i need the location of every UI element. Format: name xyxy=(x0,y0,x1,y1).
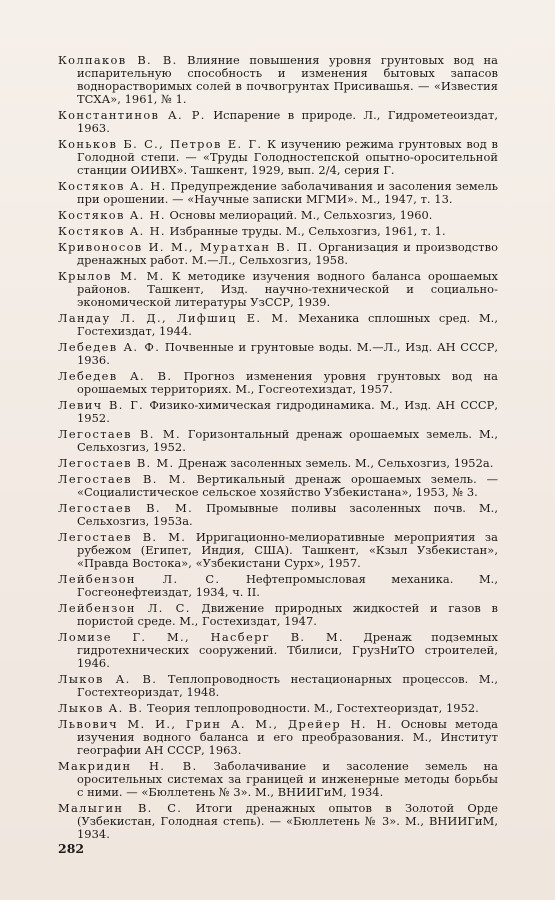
reference-author: Костяков А. Н. xyxy=(58,224,166,238)
reference-author: Малыгин В. С. xyxy=(58,801,183,815)
reference-text: Теплопроводность нестационарных процессов. М., Гостехтеориздат, 1948. xyxy=(77,672,498,699)
reference-author: Львович М. И., Грин А. М., Дрейер Н. Н. xyxy=(58,717,393,731)
reference-text: Физико-химическая гидродинамика. М., Изд. АН СССР, 1952. xyxy=(77,398,499,425)
reference-text: Организация и производство дренажных работ. М.—Л., Сельхозгиз, 1958. xyxy=(77,240,499,267)
reference-text: Влияние повышения уровня грунтовых вод на испарительную способность и изменения бытовых запасов воднорастворимых солей в почвогрунтах Присивашья. — «Известия ТСХА», 1961, № 1. xyxy=(77,53,499,106)
reference-entry xyxy=(58,54,498,106)
reference-text: К изучению режима грунтовых вод в Голодной степи. — «Труды Голодностепской опытно-оросительной станции ОИИВХ». Ташкент, 1929, вып. 2/4, серия Г. xyxy=(77,137,499,177)
reference-author: Коньков Б. С., Петров Е. Г. xyxy=(58,137,263,151)
reference-author: Лейбензон Л. С. xyxy=(58,601,191,615)
reference-author: Лыков А. В. xyxy=(58,701,144,715)
reference-entry xyxy=(58,225,498,238)
reference-text: Основы метода изучения водного баланса и его преобразования. М., Институт географии АН СССР, 1963. xyxy=(77,717,498,757)
reference-text: Теория теплопроводности. М., Гостехтеориздат, 1952. xyxy=(146,701,479,715)
reference-author: Ландау Л. Д., Лифшиц Е. М. xyxy=(58,311,290,325)
reference-entry xyxy=(58,702,498,715)
reference-entry xyxy=(58,457,498,470)
reference-text: Дренаж подземных гидротехнических сооружений. Тбилиси, ГрузНиТО строителей, 1946. xyxy=(77,630,499,670)
reference-author: Легостаев В. М. xyxy=(58,456,175,470)
reference-entry xyxy=(58,209,498,222)
reference-entry xyxy=(58,802,498,841)
reference-entry xyxy=(58,473,498,499)
reference-entry xyxy=(58,573,498,599)
reference-author: Легостаев В. М. xyxy=(58,427,181,441)
reference-text: К методике изучения водного баланса орошаемых районов. Ташкент, Изд. научно-технической и социально-экономической литературы УзССР, 1939. xyxy=(77,269,498,309)
reference-author: Макридин Н. В. xyxy=(58,759,198,773)
reference-entry xyxy=(58,428,498,454)
reference-text: Ирригационно-мелиоративные мероприятия за рубежом (Египет, Индия, США). Ташкент, «Кзыл Узбекистан», «Правда Востока», «Узбекистани Сурх», 1957. xyxy=(77,530,498,570)
reference-text: Основы мелиораций. М., Сельхозгиз, 1960. xyxy=(169,208,433,222)
reference-text: Нефтепромысловая механика. М., Госгеонефтеиздат, 1934, ч. II. xyxy=(77,572,499,599)
page-number: 282 xyxy=(58,841,85,856)
reference-text: Почвенные и грунтовые воды. М.—Л., Изд. АН СССР, 1936. xyxy=(77,340,498,367)
reference-text: Итоги дренажных опытов в Золотой Орде (Узбекистан, Голодная степь). — «Бюллетень № 3». М., ВНИИГиМ, 1934. xyxy=(77,801,499,841)
reference-entry xyxy=(58,673,498,699)
reference-entry xyxy=(58,370,498,396)
reference-author: Легостаев В. М. xyxy=(58,472,187,486)
reference-author: Кривоносов И. М., Муратхан В. П. xyxy=(58,240,314,254)
reference-author: Ломизе Г. М., Насберг В. М. xyxy=(58,630,345,644)
reference-entry xyxy=(58,109,498,135)
reference-entry xyxy=(58,502,498,528)
reference-text: Горизонтальный дренаж орошаемых земель. М., Сельхозгиз, 1952. xyxy=(77,427,498,454)
reference-entry xyxy=(58,241,498,267)
reference-author: Легостаев В. М. xyxy=(58,501,194,515)
reference-text: Прогноз изменения уровня грунтовых вод на орошаемых территориях. М., Госгеотехиздат, 1957. xyxy=(77,369,498,396)
reference-author: Легостаев В. М. xyxy=(58,530,187,544)
reference-author: Лейбензон Л. С. xyxy=(58,572,221,586)
reference-entry xyxy=(58,270,498,309)
reference-author: Костяков А. Н. xyxy=(58,179,167,193)
reference-author: Колпаков В. В. xyxy=(58,53,178,67)
reference-author: Костяков А. Н. xyxy=(58,208,166,222)
reference-author: Лыков А. В. xyxy=(58,672,158,686)
reference-text: Заболачивание и засоление земель на оросительных системах за границей и инженерные методы борьбы с ними. — «Бюллетень № 3». М., ВНИИГиМ, 1934. xyxy=(77,759,499,799)
reference-entry xyxy=(58,341,498,367)
reference-text: Механика сплошных сред. М., Гостехиздат, 1944. xyxy=(77,311,498,338)
reference-author: Константинов А. Р. xyxy=(58,108,206,122)
reference-author: Лебедев А. В. xyxy=(58,369,173,383)
reference-entry xyxy=(58,399,498,425)
reference-entry xyxy=(58,312,498,338)
bibliography-list xyxy=(58,54,498,844)
reference-text: Дренаж засоленных земель. М., Сельхозгиз, 1952а. xyxy=(178,456,494,470)
reference-entry xyxy=(58,760,498,799)
reference-entry xyxy=(58,602,498,628)
reference-text: Промывные поливы засоленных почв. М., Сельхозгиз, 1953а. xyxy=(77,501,499,528)
reference-text: Испарение в природе. Л., Гидрометеоиздат, 1963. xyxy=(77,108,498,135)
reference-entry xyxy=(58,718,498,757)
reference-entry xyxy=(58,180,498,206)
reference-author: Крылов М. М. xyxy=(58,269,165,283)
reference-entry xyxy=(58,531,498,570)
reference-text: Предупреждение заболачивания и засоления земель при орошении. — «Научные записки МГМИ». М., 1947, т. 13. xyxy=(77,179,499,206)
reference-text: Избранные труды. М., Сельхозгиз, 1961, т. 1. xyxy=(169,224,446,238)
reference-entry xyxy=(58,138,498,177)
reference-entry xyxy=(58,631,498,670)
reference-author: Лебедев А. Ф. xyxy=(58,340,161,354)
reference-text: Движение природных жидкостей и газов в пористой среде. М., Гостехиздат, 1947. xyxy=(77,601,498,628)
reference-author: Левич В. Г. xyxy=(58,398,145,412)
reference-text: Вертикальный дренаж орошаемых земель. — «Социалистическое сельское хозяйство Узбекистана», 1953, № 3. xyxy=(77,472,499,499)
